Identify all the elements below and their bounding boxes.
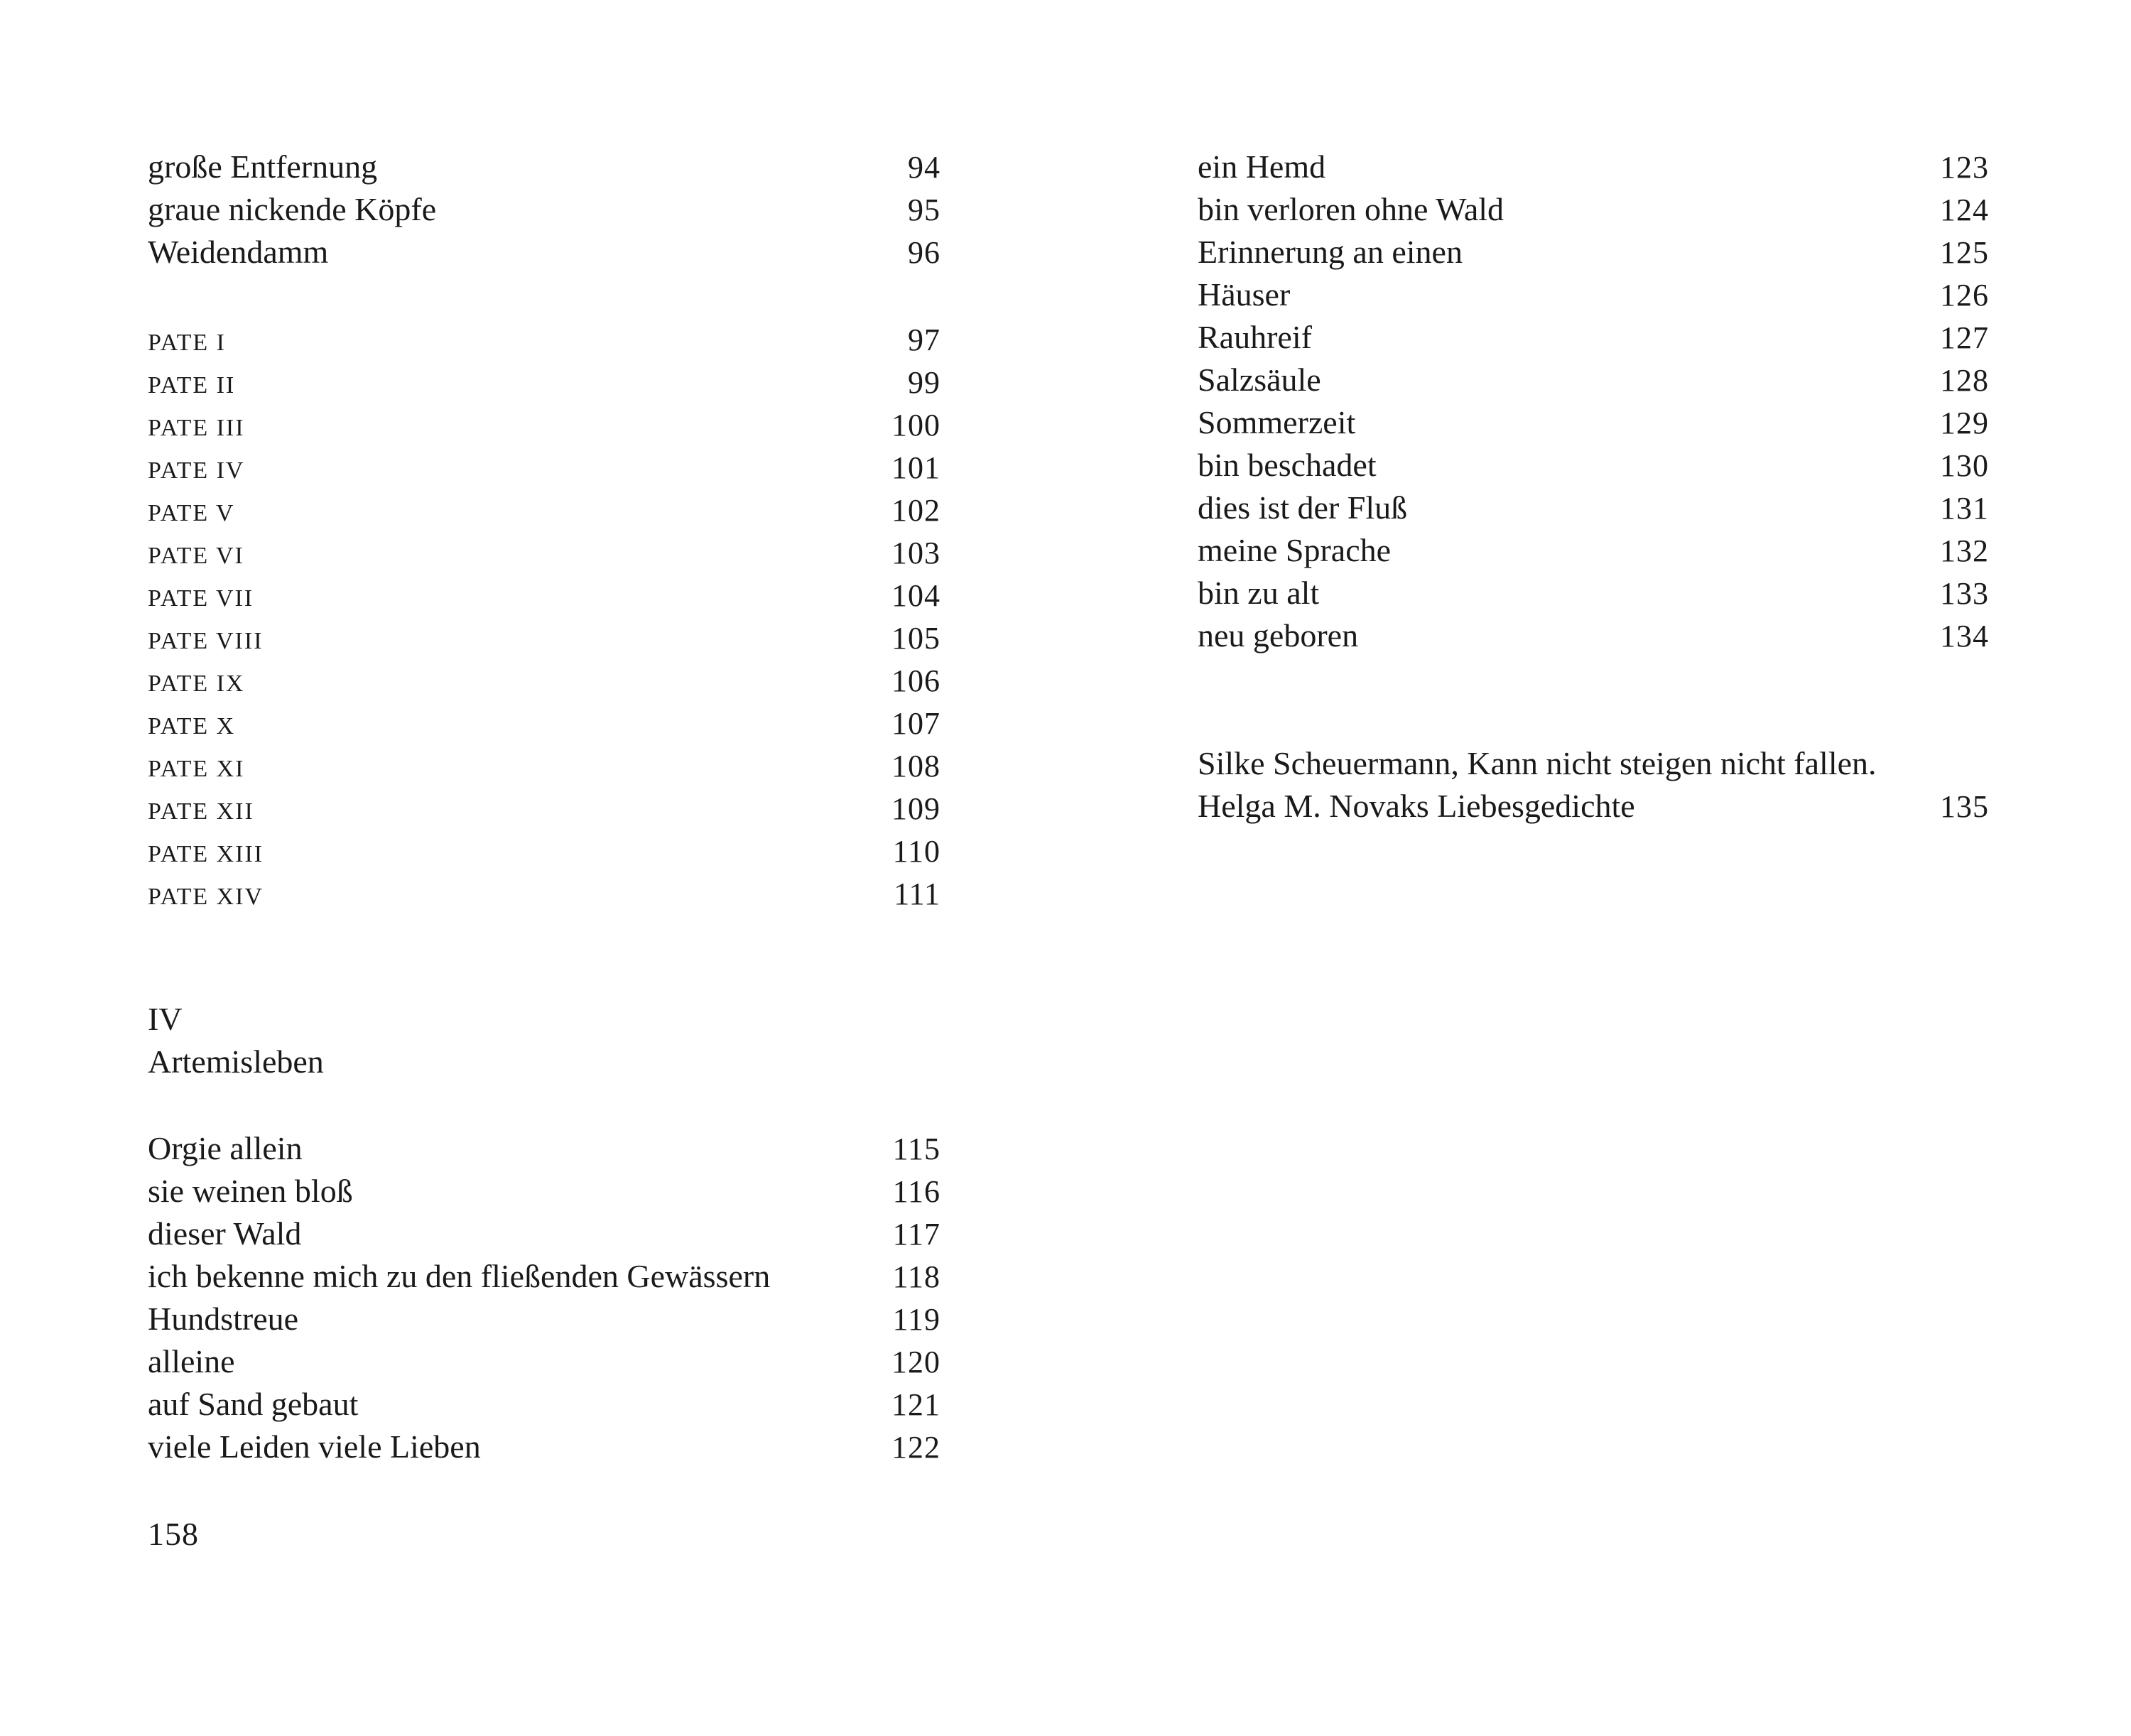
- entry-page-number: 126: [1940, 278, 1989, 313]
- entry-title: große Entfernung: [148, 148, 378, 185]
- entry-title: PATE X: [148, 713, 236, 739]
- toc-entry: [148, 617, 940, 660]
- toc-group-2: [148, 1127, 940, 1468]
- toc-entry: [148, 188, 940, 231]
- toc-entry: [1198, 444, 1989, 487]
- toc-entry: [1198, 401, 1989, 444]
- entry-title: bin verloren ohne Wald: [1198, 191, 1504, 227]
- entry-page-number: 105: [891, 621, 940, 656]
- toc-entry: [1198, 188, 1989, 231]
- entry-page-number: 132: [1940, 533, 1989, 568]
- entry-title: auf Sand gebaut: [148, 1386, 359, 1422]
- entry-title: meine Sprache: [1198, 532, 1392, 568]
- toc-entry: [148, 146, 940, 188]
- entry-title: Rauhreif: [1198, 319, 1312, 355]
- entry-title: viele Leiden viele Lieben: [148, 1428, 481, 1465]
- entry-page-number: 123: [1940, 150, 1989, 185]
- toc-entry: [148, 362, 940, 404]
- entry-title: Weidendamm: [148, 234, 329, 270]
- entry-title: graue nickende Köpfe: [148, 191, 437, 227]
- toc-entry: [1198, 572, 1989, 614]
- entry-page-number: 127: [1940, 320, 1989, 355]
- entry-page-number: 96: [908, 235, 940, 270]
- entry-page-number: 133: [1940, 576, 1989, 611]
- entry-title: Häuser: [1198, 276, 1291, 313]
- entry-title: PATE I: [148, 330, 226, 356]
- entry-page-number: 129: [1940, 406, 1989, 440]
- toc-entry: [148, 788, 940, 830]
- entry-page-number: 94: [908, 150, 940, 185]
- entry-title: PATE XI: [148, 756, 245, 782]
- toc-entry: [148, 1255, 940, 1298]
- entry-page-number: 120: [891, 1345, 940, 1379]
- entry-page-number: 134: [1940, 619, 1989, 653]
- toc-entry: [1198, 529, 1989, 572]
- entry-title: PATE XIII: [148, 841, 264, 867]
- entry-title: PATE IV: [148, 457, 245, 484]
- entry-title: Salzsäule: [1198, 362, 1321, 398]
- entry-page-number: 101: [891, 450, 940, 485]
- entry-page-number: 107: [891, 706, 940, 741]
- toc-entry: [148, 830, 940, 873]
- entry-title: PATE XIV: [148, 884, 264, 910]
- entry-page-number: 124: [1940, 192, 1989, 227]
- entry-title: PATE VII: [148, 585, 254, 612]
- toc-entry: [148, 1127, 940, 1170]
- toc-group-right: [1198, 146, 1989, 657]
- entry-page-number: 99: [908, 365, 940, 400]
- toc-entry: [1198, 146, 1989, 188]
- afterword-title-line-2: Helga M. Novaks Liebesgedichte: [1198, 788, 1635, 824]
- entry-page-number: 115: [892, 1132, 940, 1166]
- entry-page-number: 119: [892, 1302, 940, 1337]
- entry-page-number: 116: [892, 1174, 940, 1209]
- entry-title: PATE II: [148, 372, 236, 398]
- toc-entry: [148, 575, 940, 617]
- toc-group-1: [148, 146, 940, 273]
- entry-page-number: 122: [891, 1430, 940, 1465]
- entry-page-number: 100: [891, 408, 940, 443]
- entry-page-number: 125: [1940, 235, 1989, 270]
- toc-entry: [148, 319, 940, 362]
- entry-title: dies ist der Fluß: [1198, 489, 1408, 526]
- toc-entry: [148, 1213, 940, 1255]
- afterword-entry: [1198, 742, 1989, 828]
- toc-entry: [148, 447, 940, 489]
- page-number: [148, 1513, 940, 1556]
- entry-title: PATE VI: [148, 543, 244, 569]
- entry-title: PATE IX: [148, 671, 245, 697]
- toc-entry: [148, 660, 940, 702]
- entry-title: Orgie allein: [148, 1130, 303, 1166]
- entry-page-number: 108: [891, 749, 940, 783]
- afterword-title-line-1: Silke Scheuermann, Kann nicht steigen nicht fallen.: [1198, 745, 1877, 781]
- folio: 158: [148, 1516, 199, 1552]
- entry-title: Erinnerung an einen: [1198, 234, 1463, 270]
- entry-page-number: 110: [892, 834, 940, 869]
- entry-title: Sommerzeit: [1198, 404, 1356, 440]
- entry-page-number: 131: [1940, 491, 1989, 526]
- toc-entry: [148, 873, 940, 916]
- toc-entry: [148, 231, 940, 273]
- entry-page-number: 128: [1940, 363, 1989, 398]
- entry-title: PATE V: [148, 500, 235, 526]
- entry-title: neu geboren: [1198, 617, 1359, 653]
- entry-title: dieser Wald: [148, 1215, 302, 1252]
- entry-title: PATE III: [148, 415, 245, 441]
- entry-title: alleine: [148, 1343, 235, 1379]
- toc-entry: [148, 532, 940, 575]
- toc-entry: [148, 1426, 940, 1468]
- afterword-page: 135: [1940, 789, 1989, 824]
- toc-entry: [148, 1298, 940, 1340]
- toc-entry: [148, 702, 940, 745]
- entry-title: PATE VIII: [148, 628, 264, 654]
- toc-entry: [148, 745, 940, 788]
- entry-page-number: 109: [891, 791, 940, 826]
- toc-entry: [148, 1170, 940, 1213]
- section-title: Artemisleben: [148, 1043, 324, 1080]
- toc-entry: [148, 404, 940, 447]
- toc-entry: [1198, 316, 1989, 359]
- toc-entry: [1198, 614, 1989, 657]
- entry-page-number: 106: [891, 663, 940, 698]
- entry-page-number: 97: [908, 322, 940, 357]
- toc-entry: [1198, 231, 1989, 273]
- entry-page-number: 130: [1940, 448, 1989, 483]
- entry-page-number: 117: [892, 1217, 940, 1252]
- entry-title: sie weinen bloß: [148, 1173, 353, 1209]
- entry-page-number: 121: [891, 1387, 940, 1422]
- toc-entry: [1198, 487, 1989, 529]
- entry-page-number: 104: [891, 578, 940, 613]
- toc-entry: [1198, 273, 1989, 316]
- toc-entry: [148, 1340, 940, 1383]
- toc-entry: [1198, 359, 1989, 401]
- entry-page-number: 111: [894, 877, 940, 911]
- entry-page-number: 118: [892, 1259, 940, 1294]
- section-heading: [148, 998, 940, 1083]
- entry-title: Hundstreue: [148, 1301, 299, 1337]
- entry-page-number: 95: [908, 192, 940, 227]
- entry-title: ich bekenne mich zu den fließenden Gewässern: [148, 1258, 771, 1294]
- entry-title: PATE XII: [148, 798, 254, 825]
- entry-title: ein Hemd: [1198, 148, 1326, 185]
- toc-entry: [148, 489, 940, 532]
- toc-group-pate: [148, 319, 940, 916]
- section-number: IV: [148, 1001, 183, 1037]
- entry-page-number: 102: [891, 493, 940, 528]
- entry-title: bin zu alt: [1198, 575, 1320, 611]
- toc-entry: [148, 1383, 940, 1426]
- entry-page-number: 103: [891, 536, 940, 570]
- entry-title: bin beschadet: [1198, 447, 1377, 483]
